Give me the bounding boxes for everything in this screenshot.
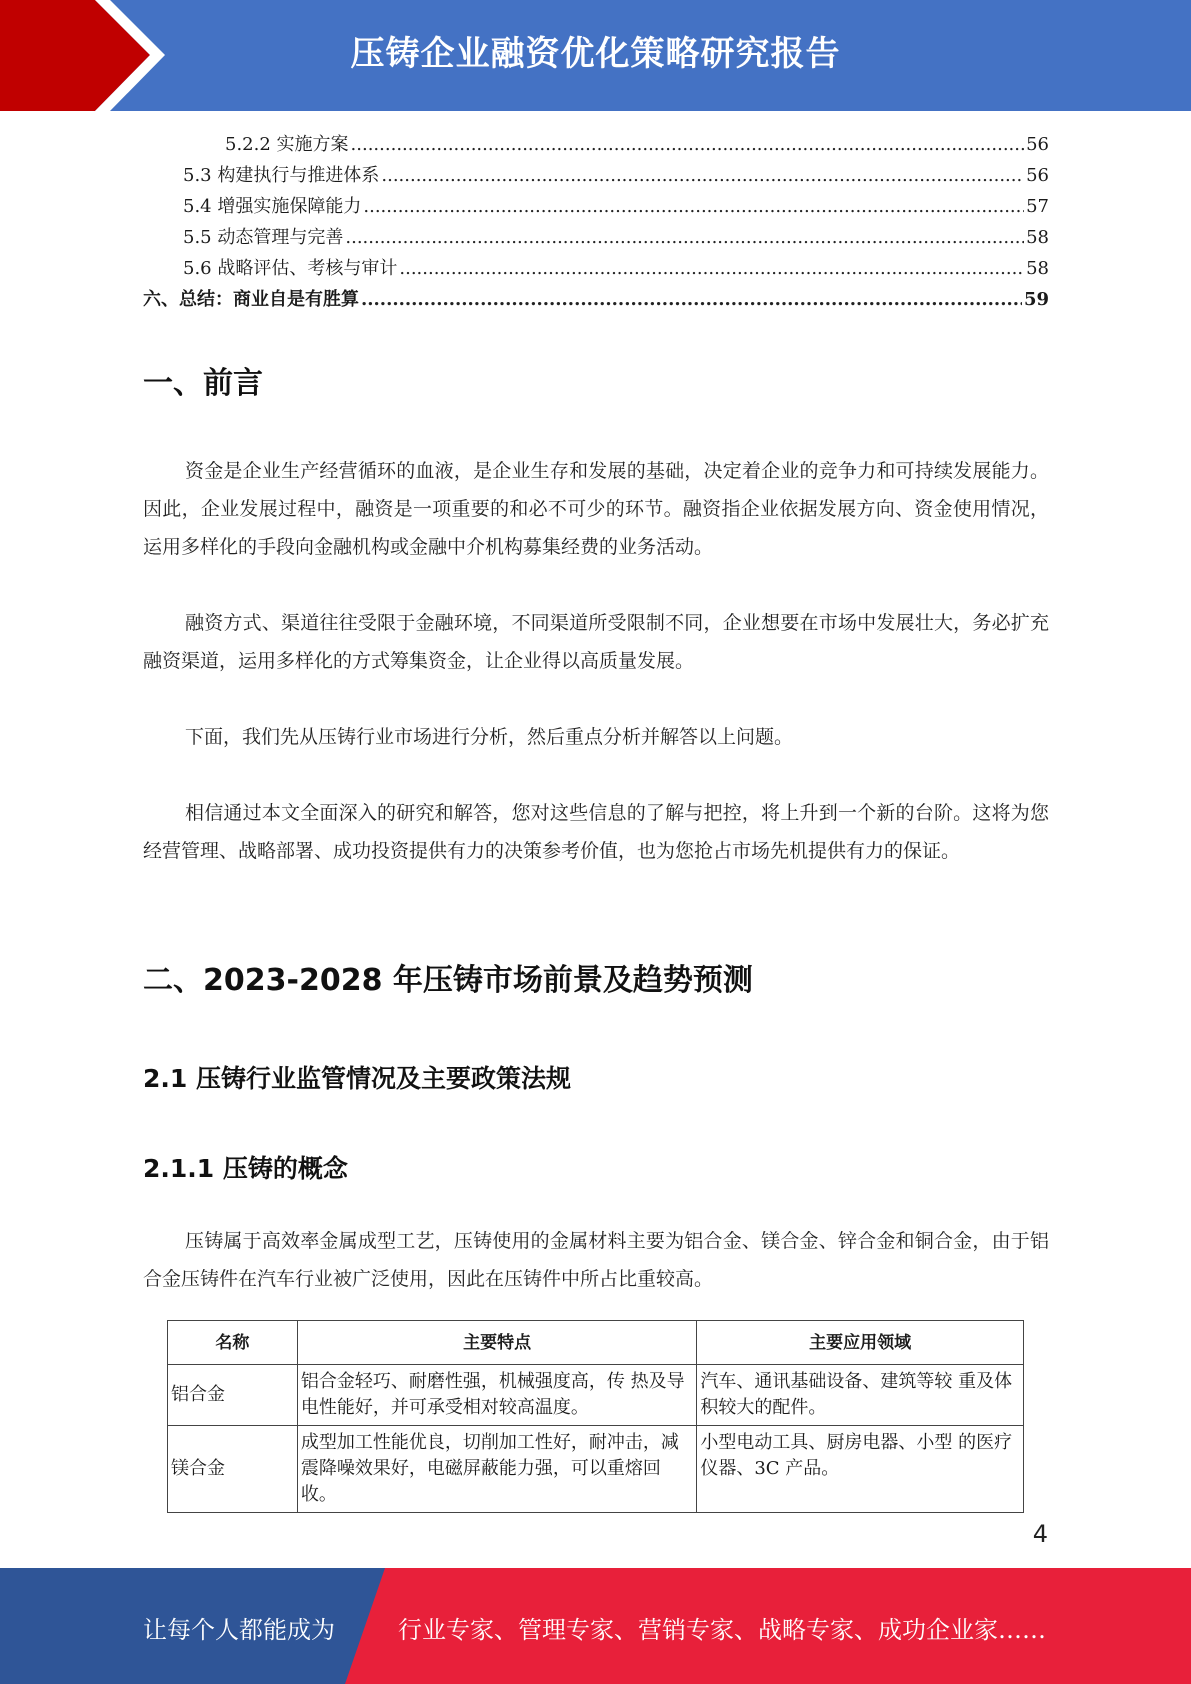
toc-page: 56 — [1026, 165, 1049, 186]
footer-slogan-right: 行业专家、管理专家、营销专家、战略专家、成功企业家…… — [398, 1616, 1046, 1644]
toc-leader — [363, 196, 1024, 217]
toc-page: 56 — [1026, 134, 1049, 155]
page-number: 4 — [1032, 1520, 1048, 1548]
toc-number: 5.3 — [183, 165, 212, 186]
toc-entry[interactable] — [143, 223, 1049, 254]
toc-number: 5.4 — [183, 196, 212, 217]
alloy-features: 铝合金轻巧、耐磨性强，机械强度高，传 热及导电性能好，并可承受相对较高温度。 — [297, 1365, 697, 1426]
toc-number: 5.5 — [183, 227, 212, 248]
table-row — [168, 1365, 1024, 1426]
column-header: 主要特点 — [297, 1321, 697, 1365]
toc-page: 57 — [1026, 196, 1049, 217]
table-of-contents — [143, 130, 1049, 316]
toc-entry[interactable] — [143, 192, 1049, 223]
toc-title: 总结：商业自是有胜算 — [179, 289, 359, 310]
paragraph: 压铸属于高效率金属成型工艺，压铸使用的金属材料主要为铝合金、镁合金、锌合金和铜合金，由于铝合金压铸件在汽车行业被广泛使用，因此在压铸件中所占比重较高。 — [143, 1230, 1049, 1290]
toc-page: 58 — [1026, 258, 1049, 279]
toc-entry[interactable] — [143, 285, 1049, 316]
alloy-applications: 小型电动工具、厨房电器、小型 的医疗仪器、3C 产品。 — [697, 1426, 1024, 1513]
table-header-row — [168, 1321, 1024, 1365]
toc-leader — [361, 289, 1022, 310]
paragraph: 相信通过本文全面深入的研究和解答，您对这些信息的了解与把控，将上升到一个新的台阶。这将为您经营管理、战略部署、成功投资提供有力的决策参考价值，也为您抢占市场先机提供有力的保证。 — [143, 802, 1049, 862]
alloy-features: 成型加工性能优良，切削加工性好，耐冲击，减震降噪效果好，电磁屏蔽能力强，可以重熔回收。 — [297, 1426, 697, 1513]
toc-leader — [345, 227, 1024, 248]
paragraph: 融资方式、渠道往往受限于金融环境，不同渠道所受限制不同，企业想要在市场中发展壮大，务必扩充融资渠道，运用多样化的方式筹集资金，让企业得以高质量发展。 — [143, 612, 1049, 672]
toc-entry[interactable] — [143, 161, 1049, 192]
toc-title: 战略评估、考核与审计 — [217, 258, 398, 279]
column-header: 主要应用领域 — [697, 1321, 1024, 1365]
toc-number: 5.2.2 — [225, 134, 271, 155]
alloy-table — [167, 1320, 1024, 1513]
toc-entry[interactable] — [143, 254, 1049, 285]
toc-title: 构建执行与推进体系 — [217, 165, 380, 186]
toc-number: 5.6 — [183, 258, 212, 279]
subsection-heading: 2.1 压铸行业监管情况及主要政策法规 — [143, 1064, 571, 1093]
toc-leader — [351, 134, 1025, 155]
toc-leader — [381, 165, 1024, 186]
toc-title: 动态管理与完善 — [217, 227, 344, 248]
paragraph: 下面，我们先从压铸行业市场进行分析，然后重点分析并解答以上问题。 — [185, 726, 794, 748]
section-heading: 二、2023-2028 年压铸市场前景及趋势预测 — [143, 963, 753, 998]
paragraph: 资金是企业生产经营循环的血液，是企业生存和发展的基础，决定着企业的竞争力和可持续发展能力。因此，企业发展过程中，融资是一项重要的和必不可少的环节。融资指企业依据发展方向、资金使用情况，运用多样化的手段向金融机构或金融中介机构募集经费的业务活动。 — [143, 460, 1049, 558]
section-heading: 一、前言 — [143, 366, 263, 401]
alloy-name: 镁合金 — [168, 1426, 298, 1513]
alloy-applications: 汽车、通讯基础设备、建筑等较 重及体积较大的配件。 — [697, 1365, 1024, 1426]
column-header: 名称 — [168, 1321, 298, 1365]
alloy-name: 铝合金 — [168, 1365, 298, 1426]
toc-number: 六、 — [143, 289, 179, 310]
toc-leader — [399, 258, 1024, 279]
toc-title: 实施方案 — [276, 134, 349, 155]
toc-page: 58 — [1026, 227, 1049, 248]
toc-title: 增强实施保障能力 — [217, 196, 362, 217]
report-title: 压铸企业融资优化策略研究报告 — [350, 34, 841, 74]
page-footer — [0, 1568, 1191, 1684]
page-header — [0, 0, 1191, 111]
footer-slogan-left: 让每个人都能成为 — [143, 1616, 335, 1644]
table-row — [168, 1426, 1024, 1513]
toc-entry[interactable] — [143, 130, 1049, 161]
subsection-heading: 2.1.1 压铸的概念 — [143, 1154, 348, 1183]
toc-page: 59 — [1023, 289, 1049, 310]
